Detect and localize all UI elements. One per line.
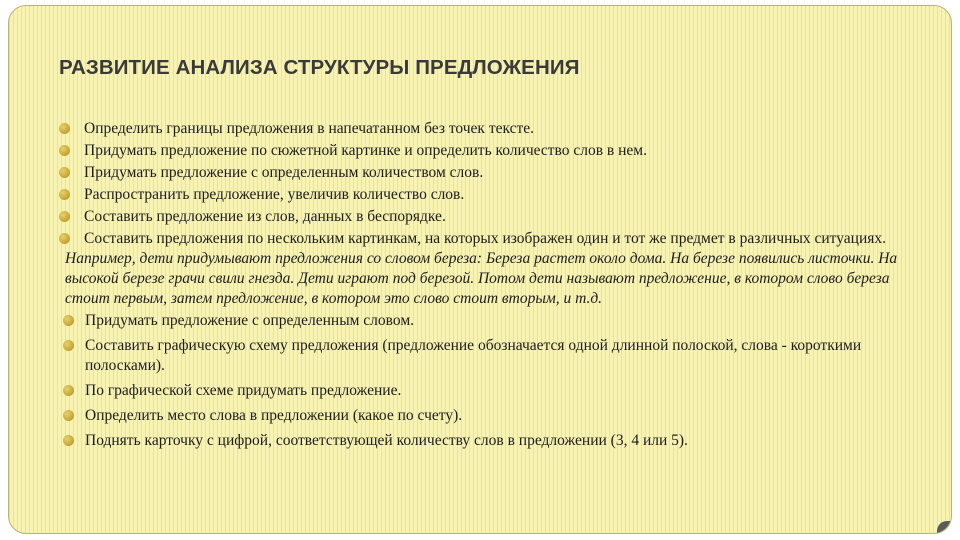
bullet-icon <box>63 410 74 421</box>
slide-title: РАЗВИТИЕ АНАЛИЗА СТРУКТУРЫ ПРЕДЛОЖЕНИЯ <box>59 56 580 79</box>
list-item-text: Составить предложения по нескольким картинкам, на которых изображен один и тот же предмет в различных ситуациях. <box>84 230 886 247</box>
list-item <box>63 431 919 451</box>
list-item <box>63 311 919 331</box>
bullet-icon <box>59 233 70 244</box>
bullet-icon <box>59 189 70 200</box>
list-item <box>63 381 919 401</box>
list-item <box>59 229 919 249</box>
bullet-icon <box>63 315 74 326</box>
bullet-icon <box>63 340 74 351</box>
list-item-text: Составить графическую схему предложения (предложение обозначается одной длинной полоской, слова - короткими полосками). <box>85 337 862 374</box>
list-item-text: Определить место слова в предложении (какое по счету). <box>85 407 463 424</box>
list-item <box>59 207 919 227</box>
list-item <box>59 163 919 183</box>
list-item <box>59 185 919 205</box>
bottom-bullet-list <box>59 311 919 451</box>
top-bullet-list <box>59 119 919 249</box>
bullet-icon <box>59 211 70 222</box>
list-item <box>63 336 919 376</box>
list-item <box>63 406 919 426</box>
slide-content <box>59 119 919 456</box>
list-item <box>59 119 919 139</box>
list-item <box>59 141 919 161</box>
list-item-text: Придумать предложение с определенным количеством слов. <box>84 164 484 181</box>
bullet-icon <box>59 145 70 156</box>
example-paragraph: Например, дети придумывают предложения со словом береза: Береза растет около дома. На березе появились листочки. На высокой березе грачи свили гнезда. Дети играют под березой. Потом дети называют предложение, в котором слово береза стоит первым, затем предложение, в котором это слово стоит вторым, и т.д. <box>65 250 898 307</box>
bullet-icon <box>63 435 74 446</box>
list-item-text: Определить границы предложения в напечатанном без точек тексте. <box>84 120 535 137</box>
slide-frame <box>8 5 952 534</box>
list-item-text: Придумать предложение по сюжетной картинке и определить количество слов в нем. <box>84 142 647 159</box>
corner-tab <box>937 521 952 534</box>
bullet-icon <box>59 167 70 178</box>
list-item-text: Составить предложение из слов, данных в беспорядке. <box>84 208 446 225</box>
list-item-text: По графической схеме придумать предложение. <box>85 382 402 399</box>
list-item-text: Придумать предложение с определенным словом. <box>85 312 415 329</box>
list-item-text: Поднять карточку с цифрой, соответствующей количеству слов в предложении (3, 4 или 5). <box>85 432 688 449</box>
bullet-icon <box>59 123 70 134</box>
bullet-icon <box>63 385 74 396</box>
list-item-text: Распространить предложение, увеличив количество слов. <box>84 186 465 203</box>
